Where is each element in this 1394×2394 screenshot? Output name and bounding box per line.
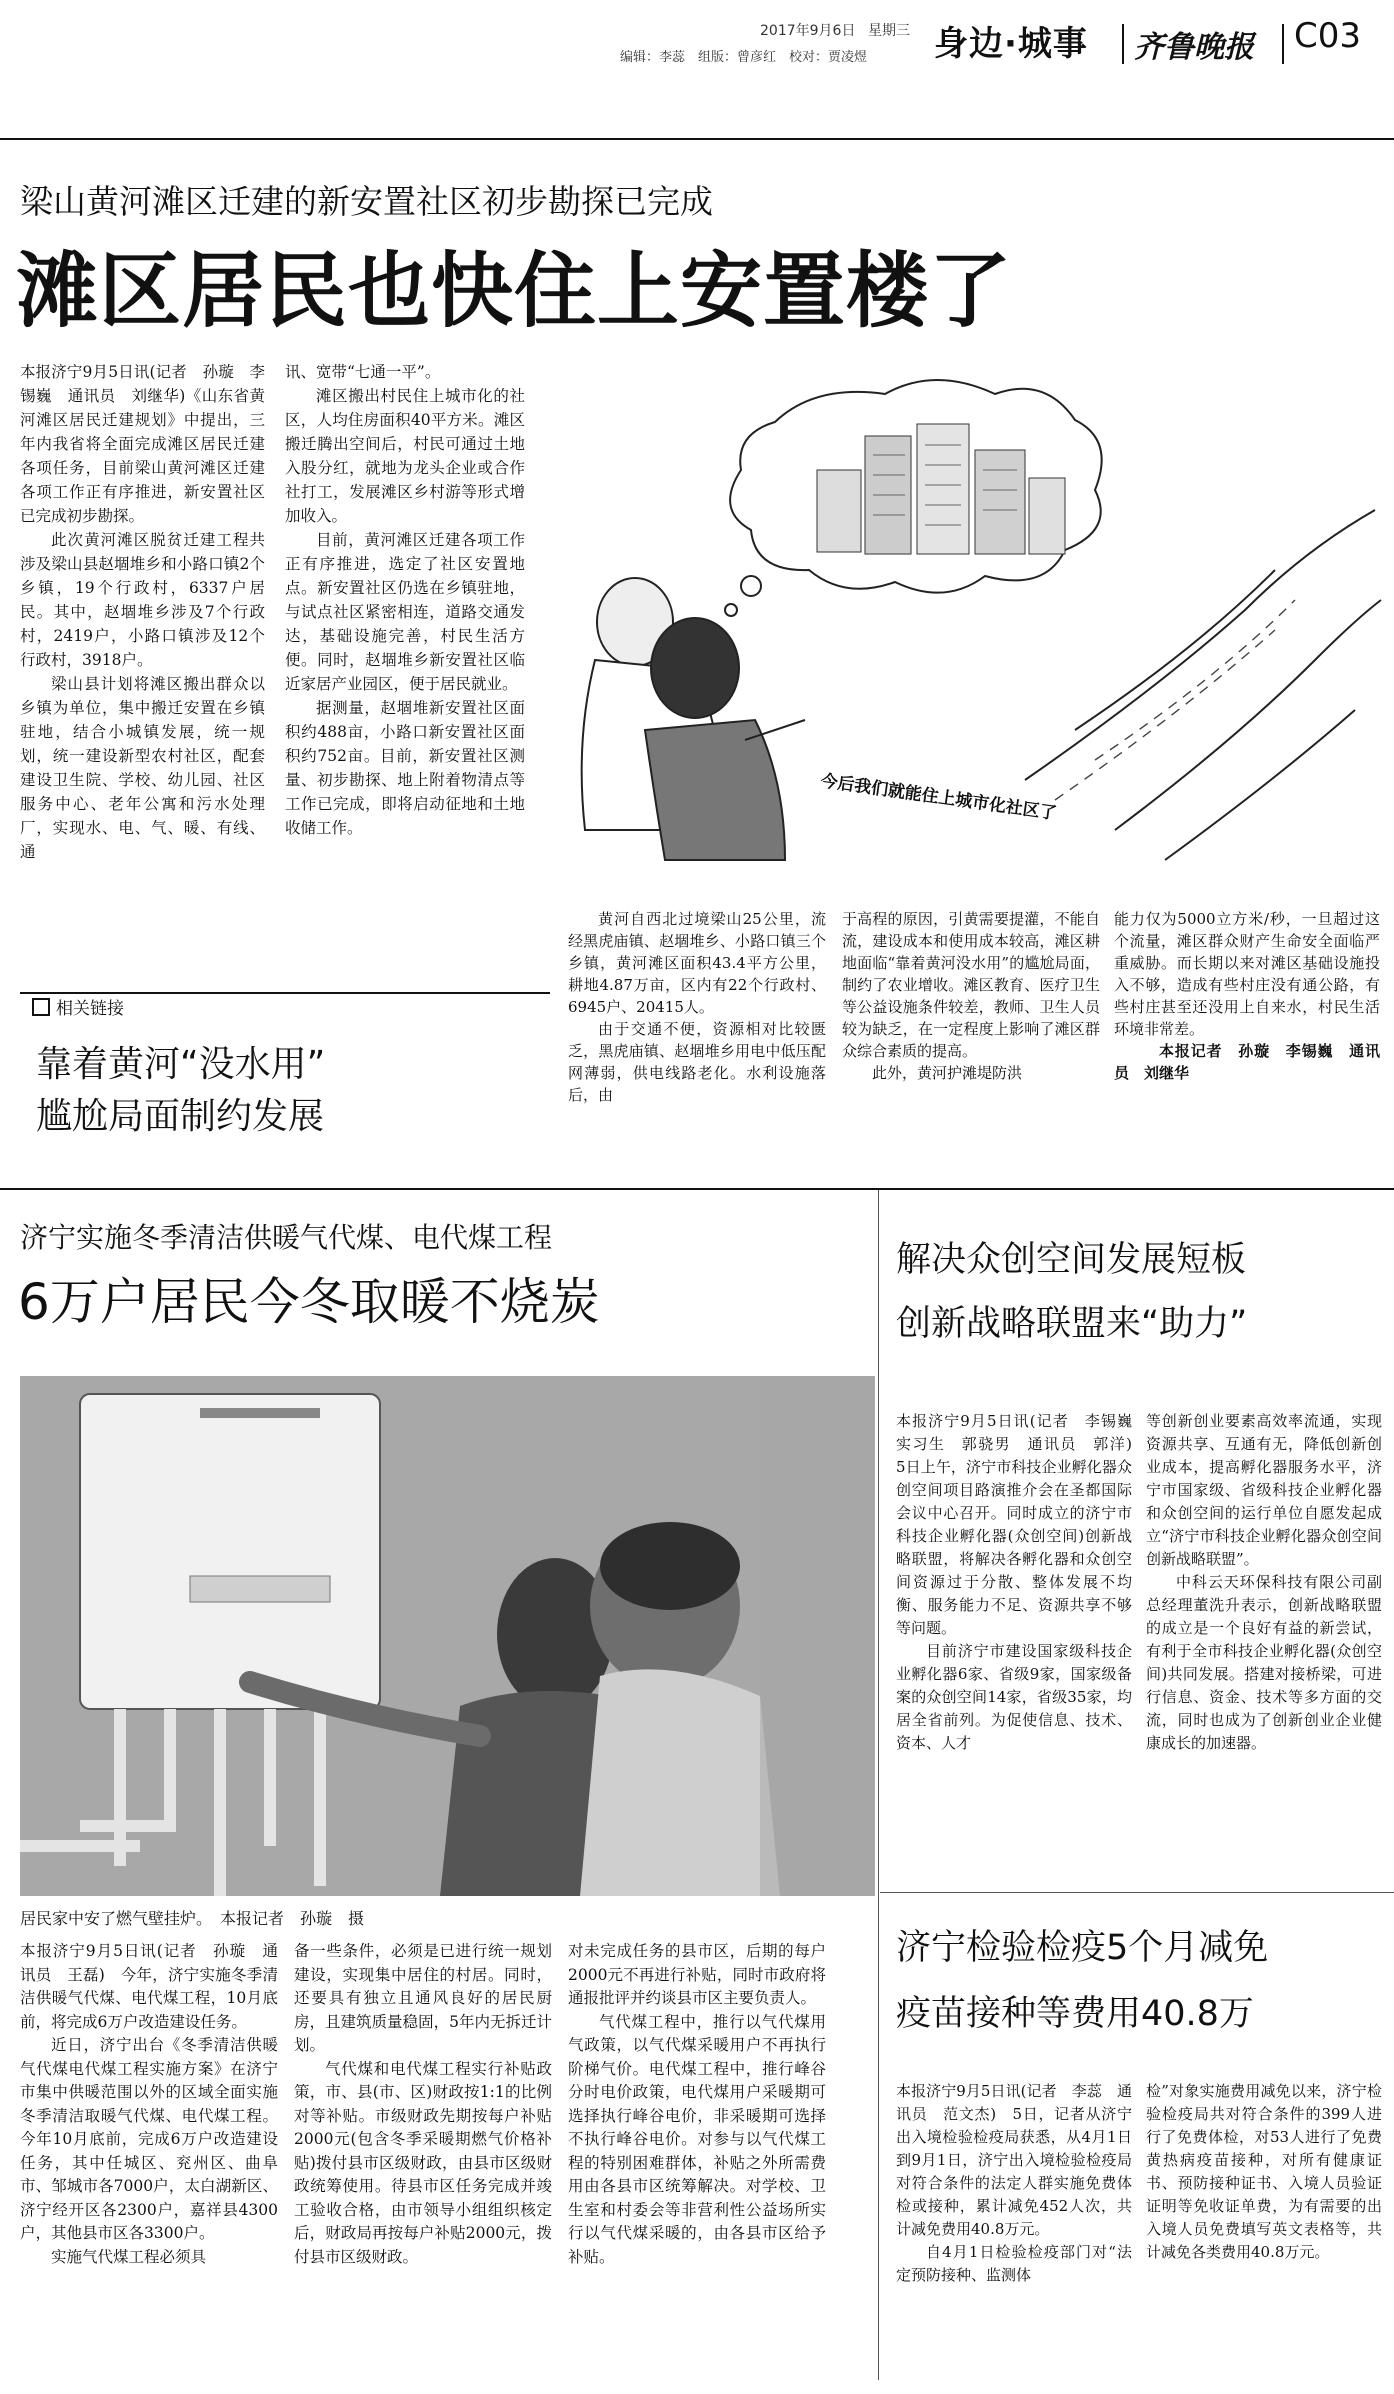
masthead-divider — [1122, 24, 1124, 64]
news-photo — [20, 1376, 875, 1896]
sidebar-paragraph: 于高程的原因，引黄需要提灌，不能自流，建设成本和使用成本较高，滩区耕地面临“靠着黄河没水用”的尴尬局面，制约了农业增收。滩区教育、医疗卫生等公益设施条件较差，教师、卫生人员较为缺乏，在一定程度上影响了滩区群众综合素质的提高。 — [842, 910, 1100, 1060]
article2-lead: 本报济宁9月5日讯(记者 孙璇 通讯员 王磊) 今年，济宁实施冬季清洁供暖气代煤、电代煤工程，10月底前，将完成6万户改造建设任务。 — [20, 1942, 278, 2031]
article1-paragraph: 据测量，赵堌堆新安置社区面积约488亩，小路口新安置社区面积约752亩。目前，新安置社区测量、初步勘探、地上附着物清点等工作已完成，即将启动征地和土地收储工作。 — [285, 699, 525, 837]
section-name: 身边·城事 — [934, 24, 1088, 64]
article1-headline: 滩区居民也快住上安置楼了 — [16, 244, 1013, 339]
article4-col1 — [896, 2080, 1132, 2287]
building — [1029, 478, 1065, 554]
article2-paragraph: 气代煤工程中，推行以气代煤用气政策，以气代煤采暖用户不再执行阶梯气价。电代煤工程中，推行峰谷分时电价政策，电代煤用户采暖期可选择执行峰谷电价，非采暖期可选择不执行峰谷电价。对参与以气代煤工程的特别困难群体，补贴之外所需费用由各县市区统筹解决。对学校、卫生室和村委会等非营利性公益场所实行以气代煤采暖的，由各县市区给予补贴。 — [568, 2012, 826, 2266]
staff-credits: 编辑：李蕊 组版：曾彦红 校对：贾凌煜 — [620, 50, 868, 65]
sidebar-title-line2: 尴尬局面制约发展 — [36, 1096, 325, 1137]
sidebar-col1 — [568, 908, 826, 1106]
bubble-dot — [725, 604, 737, 616]
article2-paragraph: 气代煤和电代煤工程实行补贴政策，市、县(市、区)财政按1:1的比例对等补贴。市级财政先期按每户补贴2000元(包含冬季采暖期燃气价格补贴)拨付县市区级财政，由县市区级财政统筹使用。待县市区任务完成并竣工验收合格，由市领导小组组织核定后，财政局再按每户补贴2000元，拨付县市区级财政。 — [294, 2059, 552, 2266]
article1-col1 — [20, 360, 265, 864]
related-link-label — [20, 992, 550, 1019]
article4-col2 — [1146, 2080, 1382, 2264]
article4-title-line2: 疫苗接种等费用40.8万 — [896, 1994, 1254, 2034]
article3-col2 — [1146, 1410, 1382, 1755]
article1-paragraph: 目前，黄河滩区迁建各项工作正有序推进，选定了社区安置地点。新安置社区仍选在乡镇驻地，与试点社区紧密相连，道路交通发达，基础设施完善，村民生活方便。同时，赵堌堆乡新安置社区临近家居产业园区，便于居民就业。 — [285, 531, 525, 693]
cartoon-illustration — [555, 360, 1385, 880]
article1-col2 — [285, 360, 525, 840]
article2-paragraph: 对未完成任务的县市区，后期的每户2000元不再进行补贴，同时市政府将通报批评并约谈县市区主要负责人。 — [568, 1942, 826, 2007]
section-rule — [0, 1188, 1394, 1190]
article3-paragraph: 等创新创业要素高效率流通，实现资源共享、互通有无，降低创新创业成本，提高孵化器服务水平，济宁市国家级、省级科技企业孵化器和众创空间的运行单位自愿发起成立“济宁市科技企业孵化器众创空间创新战略联盟”。 — [1146, 1412, 1382, 1568]
sidebar-byline: 本报记者 孙璇 李锡巍 通讯员 刘继华 — [1114, 1042, 1380, 1082]
article3-title-line1: 解决众创空间发展短板 — [896, 1240, 1247, 1280]
article1-kicker: 梁山黄河滩区迁建的新安置社区初步勘探已完成 — [20, 182, 713, 221]
bubble-dot — [741, 576, 761, 596]
article4-rule — [880, 1892, 1394, 1893]
sidebar-paragraph: 此外，黄河护滩堤防洪 — [872, 1064, 1023, 1082]
article2-paragraph: 备一些条件，必须是已进行统一规划建设，实现集中居住的村居。同时，还要具有独立且通风良好的居民厨房，且建筑质量稳固，5年内无拆迁计划。 — [294, 1942, 552, 2054]
paper-logo: 齐鲁晚报 — [1134, 30, 1254, 65]
sidebar-title-line1: 靠着黄河“没水用” — [36, 1044, 326, 1085]
building — [975, 450, 1025, 554]
article1-paragraph: 梁山县计划将滩区搬出群众以乡镇为单位，集中搬迁安置在乡镇驻地，结合小城镇发展，统一规划，统一建设新型农村社区，配套建设卫生院、学校、幼儿园、社区服务中心、老年公寓和污水处理厂，实现水、电、气、暖、有线、通 — [20, 675, 265, 861]
photo-caption: 居民家中安了燃气壁挂炉。 本报记者 孙璇 摄 — [20, 1909, 365, 1928]
sidebar-col3 — [1114, 908, 1380, 1084]
sidebar-paragraph: 由于交通不便，资源相对比较匮乏，黑虎庙镇、赵堌堆乡用电中低压配网薄弱，供电线路老化。水利设施落后，由 — [568, 1020, 826, 1104]
article2-col2 — [294, 1940, 552, 2269]
article3-col1 — [896, 1410, 1148, 1755]
article4-paragraph: 自4月1日检验检疫部门对“法定预防接种、监测体 — [896, 2243, 1132, 2284]
masthead-divider-2 — [1282, 24, 1284, 64]
building — [917, 424, 969, 554]
sidebar-col2 — [842, 908, 1100, 1084]
article4-lead: 本报济宁9月5日讯(记者 李蕊 通讯员 范文杰) 5日，记者从济宁出入境检验检疫局获悉，从4月1日到9月1日，济宁出入境检验检疫局对符合条件的法定人群实施免费体检或接种，累计减免452人次，共计减免费用40.8万元。 — [896, 2082, 1132, 2238]
article4-paragraph: 检”对象实施费用减免以来，济宁检验检疫局共对符合条件的399人进行了免费体检，对53人进行了免费黄热病疫苗接种，对所有健康证书、预防接种证书、入境人员验证证明等免收证单费，为有需要的出入境人员免费填写英文表格等，共计减免各类费用40.8万元。 — [1146, 2082, 1382, 2261]
cartoon-caption: 今后我们就能住上城市化社区了 — [819, 771, 1058, 825]
article1-paragraph: 滩区搬出村民住上城市化的社区，人均住房面积40平方米。滩区搬迁腾出空间后，村民可通过土地入股分红，就地为龙头企业或合作社打工，发展滩区乡村游等形式增加收入。 — [285, 387, 525, 525]
sidebar-paragraph: 能力仅为5000立方米/秒，一旦超过这个流量，滩区群众财产生命安全面临严重威胁。而长期以来对滩区基础设施投入不够，造成有些村庄没有通公路，有些村庄甚至还没用上自来水，村民生活环境非常差。 — [1114, 910, 1380, 1038]
article2-paragraph: 实施气代煤工程必须具 — [51, 2247, 207, 2266]
article3-paragraph: 中科云天环保科技有限公司副总经理董洗升表示，创新战略联盟的成立是一个良好有益的新尝试，有利于全市科技企业孵化器(众创空间)共同发展。搭建对接桥梁，可进行信息、资金、技术等多方面的交流，同时也成为了创新创业企业健康成长的加速器。 — [1146, 1573, 1382, 1752]
page-number: C03 — [1294, 16, 1362, 56]
article3-lead: 本报济宁9月5日讯(记者 李锡巍 实习生 郭骁男 通讯员 郭洋) 5日上午，济宁市科技企业孵化器众创空间项目路演推介会在圣都国际会议中心召开。同时成立的济宁市科技企业孵化器(众创空间)创新战略联盟，将解决各孵化器和众创空间资源过于分散、整体发展不均衡、服务能力不足、资源共享不够等问题。 — [896, 1412, 1148, 1637]
issue-date: 2017年9月6日 — [760, 23, 856, 39]
gas-boiler — [80, 1394, 380, 1709]
sidebar-paragraph: 黄河自西北过境梁山25公里，流经黑虎庙镇、赵堌堆乡、小路口镇三个乡镇，黄河滩区面积43.4平方公里，耕地4.87万亩，区内有22个行政村、6945户、20415人。 — [568, 910, 826, 1016]
related-link-text: 相关链接 — [56, 999, 124, 1019]
masthead-rule — [0, 138, 1394, 140]
article2-col3 — [568, 1940, 826, 2269]
article2-paragraph: 近日，济宁出台《冬季清洁供暖气代煤电代煤工程实施方案》在济宁市集中供暖范围以外的区域全面实施冬季清洁取暖气代煤、电代煤工程。今年10月底前，完成6万户改造建设任务，其中任城区、兖州区、曲阜市、邹城市各7000户，太白湖新区、济宁经开区各2300户，嘉祥县4300户，其他县市区各3300户。 — [20, 2036, 278, 2242]
article1-paragraph: 讯、宽带“七通一平”。 — [285, 363, 441, 381]
article4-title-line1: 济宁检验检疫5个月减免 — [896, 1928, 1269, 1968]
masthead — [0, 0, 1394, 70]
article2-col1 — [20, 1940, 278, 2269]
article1-lead: 本报济宁9月5日讯(记者 孙璇 李锡巍 通讯员 刘继华)《山东省黄河滩区居民迁建规划》中提出，三年内我省将全面完成滩区居民迁建各项任务，目前梁山黄河滩区迁建各项工作正有序推进，新安置社区已完成初步勘探。 — [20, 363, 265, 525]
river-lines — [1025, 510, 1381, 860]
building — [817, 470, 861, 552]
related-link-marker — [32, 998, 50, 1016]
article2-headline: 6万户居民今冬取暖不烧炭 — [18, 1273, 600, 1331]
issue-weekday: 星期三 — [868, 23, 910, 39]
article2-kicker: 济宁实施冬季清洁供暖气代煤、电代煤工程 — [20, 1221, 553, 1254]
article1-paragraph: 此次黄河滩区脱贫迁建工程共涉及梁山县赵堌堆乡和小路口镇2个乡镇，19个行政村，6337户居民。其中，赵堌堆乡涉及7个行政村，2419户，小路口镇涉及12个行政村，3918户。 — [20, 531, 265, 669]
cartoon-characters — [582, 578, 805, 860]
article3-title-line2: 创新战略联盟来“助力” — [896, 1304, 1248, 1344]
column-divider — [878, 1190, 879, 2380]
river-dashes — [1055, 600, 1295, 800]
article3-paragraph: 目前济宁市建设国家级科技企业孵化器6家、省级9家，国家级备案的众创空间14家，省级35家，均居全省前列。为促使信息、技术、资本、人才 — [896, 1642, 1132, 1752]
